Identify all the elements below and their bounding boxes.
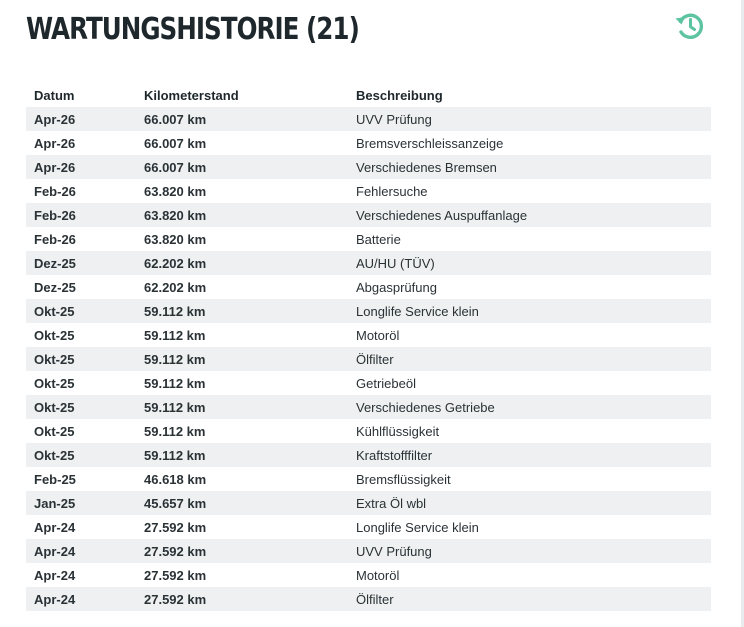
cell-mileage: 59.112 km	[144, 303, 206, 319]
table-row	[26, 467, 711, 491]
cell-mileage: 27.592 km	[144, 591, 207, 607]
table-row	[26, 419, 711, 443]
cell-date: Apr-26	[34, 135, 76, 151]
cell-description: Batterie	[356, 231, 401, 247]
cell-mileage: 59.112 km	[144, 327, 206, 343]
table-row	[26, 371, 711, 395]
cell-date: Okt-25	[34, 303, 75, 319]
table-row	[26, 515, 711, 539]
cell-mileage: 45.657 km	[144, 495, 207, 511]
table-row	[26, 107, 711, 131]
history-icon	[673, 9, 707, 43]
cell-description: Motoröl	[356, 327, 400, 343]
cell-mileage: 62.202 km	[144, 279, 207, 295]
cell-mileage: 27.592 km	[144, 567, 207, 583]
cell-mileage: 27.592 km	[144, 543, 207, 559]
cell-mileage: 59.112 km	[144, 447, 206, 463]
cell-date: Okt-25	[34, 399, 75, 415]
table-row	[26, 299, 711, 323]
table-row	[26, 251, 711, 275]
table-row	[26, 227, 711, 251]
cell-date: Okt-25	[34, 375, 75, 391]
cell-description: Kraftstofffilter	[356, 447, 433, 463]
table-row	[26, 491, 711, 515]
cell-mileage: 66.007 km	[144, 159, 207, 175]
cell-mileage: 66.007 km	[144, 135, 207, 151]
cell-date: Okt-25	[34, 351, 75, 367]
cell-date: Apr-24	[34, 543, 76, 559]
cell-date: Okt-25	[34, 423, 75, 439]
cell-date: Apr-24	[34, 591, 76, 607]
table-row	[26, 539, 711, 563]
cell-mileage: 66.007 km	[144, 111, 207, 127]
table-row	[26, 275, 711, 299]
cell-description: Ölfilter	[356, 351, 394, 367]
cell-description: Longlife Service klein	[356, 303, 479, 319]
cell-mileage: 59.112 km	[144, 351, 206, 367]
cell-description: Verschiedenes Bremsen	[356, 159, 497, 175]
cell-date: Dez-25	[34, 255, 76, 271]
cell-date: Jan-25	[34, 495, 76, 511]
cell-description: UVV Prüfung	[356, 543, 432, 559]
cell-description: Bremsverschleissanzeige	[356, 135, 504, 151]
cell-date: Feb-25	[34, 471, 76, 487]
cell-mileage: 63.820 km	[144, 207, 207, 223]
cell-date: Feb-26	[34, 183, 76, 199]
cell-date: Apr-24	[34, 567, 76, 583]
maintenance-history-table	[26, 83, 711, 611]
cell-mileage: 59.112 km	[144, 423, 206, 439]
cell-description: Bremsflüssigkeit	[356, 471, 451, 487]
cell-description: Extra Öl wbl	[356, 495, 427, 511]
table-row	[26, 587, 711, 611]
cell-description: Kühlflüssigkeit	[356, 423, 440, 439]
table-row	[26, 203, 711, 227]
cell-description: Verschiedenes Getriebe	[356, 399, 495, 415]
column-header-description: Beschreibung	[356, 87, 443, 103]
cell-date: Feb-26	[34, 231, 76, 247]
page-title: WARTUNGSHISTORIE (21)	[26, 12, 359, 47]
cell-date: Okt-25	[34, 447, 75, 463]
cell-date: Feb-26	[34, 207, 76, 223]
table-row	[26, 347, 711, 371]
section-header	[26, 8, 716, 52]
cell-date: Apr-24	[34, 519, 76, 535]
cell-date: Okt-25	[34, 327, 75, 343]
table-row	[26, 323, 711, 347]
table-header-row	[26, 83, 711, 107]
cell-mileage: 46.618 km	[144, 471, 207, 487]
cell-description: Longlife Service klein	[356, 519, 479, 535]
cell-date: Dez-25	[34, 279, 76, 295]
cell-mileage: 27.592 km	[144, 519, 207, 535]
table-row	[26, 155, 711, 179]
cell-description: Ölfilter	[356, 591, 394, 607]
history-button[interactable]	[672, 8, 708, 44]
table-row	[26, 563, 711, 587]
table-row	[26, 395, 711, 419]
table-row	[26, 131, 711, 155]
table-row	[26, 179, 711, 203]
cell-description: Motoröl	[356, 567, 400, 583]
cell-description: Verschiedenes Auspuffanlage	[356, 207, 528, 223]
column-header-date: Datum	[34, 87, 75, 103]
cell-mileage: 63.820 km	[144, 183, 207, 199]
cell-mileage: 63.820 km	[144, 231, 207, 247]
table-row	[26, 443, 711, 467]
cell-description: UVV Prüfung	[356, 111, 432, 127]
cell-mileage: 59.112 km	[144, 399, 206, 415]
column-header-mileage: Kilometerstand	[144, 87, 239, 103]
cell-mileage: 62.202 km	[144, 255, 207, 271]
cell-description: Abgasprüfung	[356, 279, 437, 295]
cell-mileage: 59.112 km	[144, 375, 206, 391]
cell-date: Apr-26	[34, 159, 76, 175]
cell-description: Fehlersuche	[356, 183, 428, 199]
cell-description: AU/HU (TÜV)	[356, 255, 435, 271]
cell-date: Apr-26	[34, 111, 76, 127]
cell-description: Getriebeöl	[356, 375, 416, 391]
